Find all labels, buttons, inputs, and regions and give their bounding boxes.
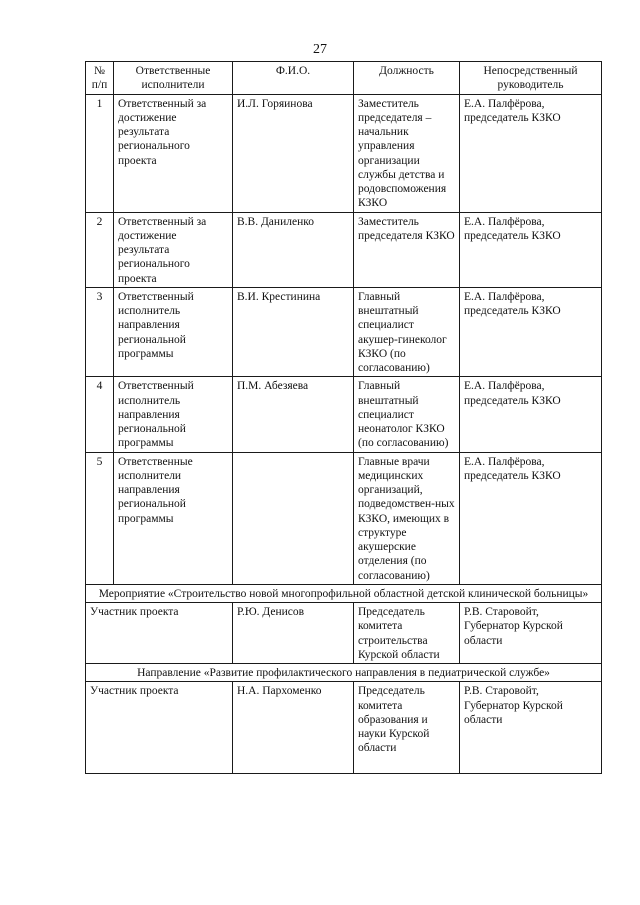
row-responsible: Ответственный за достижение результата регионального проекта xyxy=(114,212,233,287)
section-title: Мероприятие «Строительство новой многопрофильной областной детской клинической больницы» xyxy=(86,584,602,602)
header-position: Должность xyxy=(354,62,460,95)
row-supervisor: Е.А. Палфёрова, председатель КЗКО xyxy=(460,377,602,452)
row-fio: И.Л. Горяинова xyxy=(233,94,354,212)
table-row xyxy=(86,603,602,664)
header-responsible: Ответственные исполнители xyxy=(114,62,233,95)
row-supervisor: Е.А. Палфёрова, председатель КЗКО xyxy=(460,287,602,377)
participant-position: Председатель комитета строительства Курской области xyxy=(354,603,460,664)
row-num: 1 xyxy=(86,94,114,212)
row-responsible: Ответственные исполнители направления региональной программы xyxy=(114,452,233,584)
participant-position: Председатель комитета образования и науки Курской области xyxy=(354,682,460,774)
row-responsible: Ответственный за достижение результата регионального проекта xyxy=(114,94,233,212)
participant-fio: Н.А. Пархоменко xyxy=(233,682,354,774)
row-supervisor: Е.А. Палфёрова, председатель КЗКО xyxy=(460,94,602,212)
table-row xyxy=(86,377,602,452)
header-fio: Ф.И.О. xyxy=(233,62,354,95)
page-number: 27 xyxy=(313,42,327,57)
row-num: 4 xyxy=(86,377,114,452)
row-position: Заместитель председателя КЗКО xyxy=(354,212,460,287)
row-num: 5 xyxy=(86,452,114,584)
row-fio: В.И. Крестинина xyxy=(233,287,354,377)
row-supervisor: Е.А. Палфёрова, председатель КЗКО xyxy=(460,452,602,584)
row-fio xyxy=(233,452,354,584)
participant-role: Участник проекта xyxy=(86,682,233,774)
responsibility-table xyxy=(85,61,602,774)
section-title: Направление «Развитие профилактического направления в педиатрической службе» xyxy=(86,664,602,682)
participant-supervisor: Р.В. Старовойт, Губернатор Курской области xyxy=(460,682,602,774)
participant-role: Участник проекта xyxy=(86,603,233,664)
row-position: Заместитель председателя – начальник управления организации службы детства и родовспоможения КЗКО xyxy=(354,94,460,212)
row-supervisor: Е.А. Палфёрова, председатель КЗКО xyxy=(460,212,602,287)
row-responsible: Ответственный исполнитель направления региональной программы xyxy=(114,377,233,452)
participant-fio: Р.Ю. Денисов xyxy=(233,603,354,664)
row-responsible: Ответственный исполнитель направления региональной программы xyxy=(114,287,233,377)
table-row xyxy=(86,682,602,774)
table-row xyxy=(86,212,602,287)
section-title-row xyxy=(86,664,602,682)
section-title-row xyxy=(86,584,602,602)
row-fio: В.В. Даниленко xyxy=(233,212,354,287)
table-header-row xyxy=(86,62,602,95)
row-num: 2 xyxy=(86,212,114,287)
header-supervisor: Непосредственный руководитель xyxy=(460,62,602,95)
table-row xyxy=(86,287,602,377)
row-fio: П.М. Абезяева xyxy=(233,377,354,452)
row-position: Главный внештатный специалист акушер-гинеколог КЗКО (по согласованию) xyxy=(354,287,460,377)
row-num: 3 xyxy=(86,287,114,377)
participant-supervisor: Р.В. Старовойт, Губернатор Курской области xyxy=(460,603,602,664)
row-position: Главные врачи медицинских организаций, подведомствен-ных КЗКО, имеющих в структуре акушерские отделения (по согласованию) xyxy=(354,452,460,584)
table-row xyxy=(86,452,602,584)
row-position: Главный внештатный специалист неонатолог КЗКО (по согласованию) xyxy=(354,377,460,452)
table-row xyxy=(86,94,602,212)
header-num: № п/п xyxy=(86,62,114,95)
